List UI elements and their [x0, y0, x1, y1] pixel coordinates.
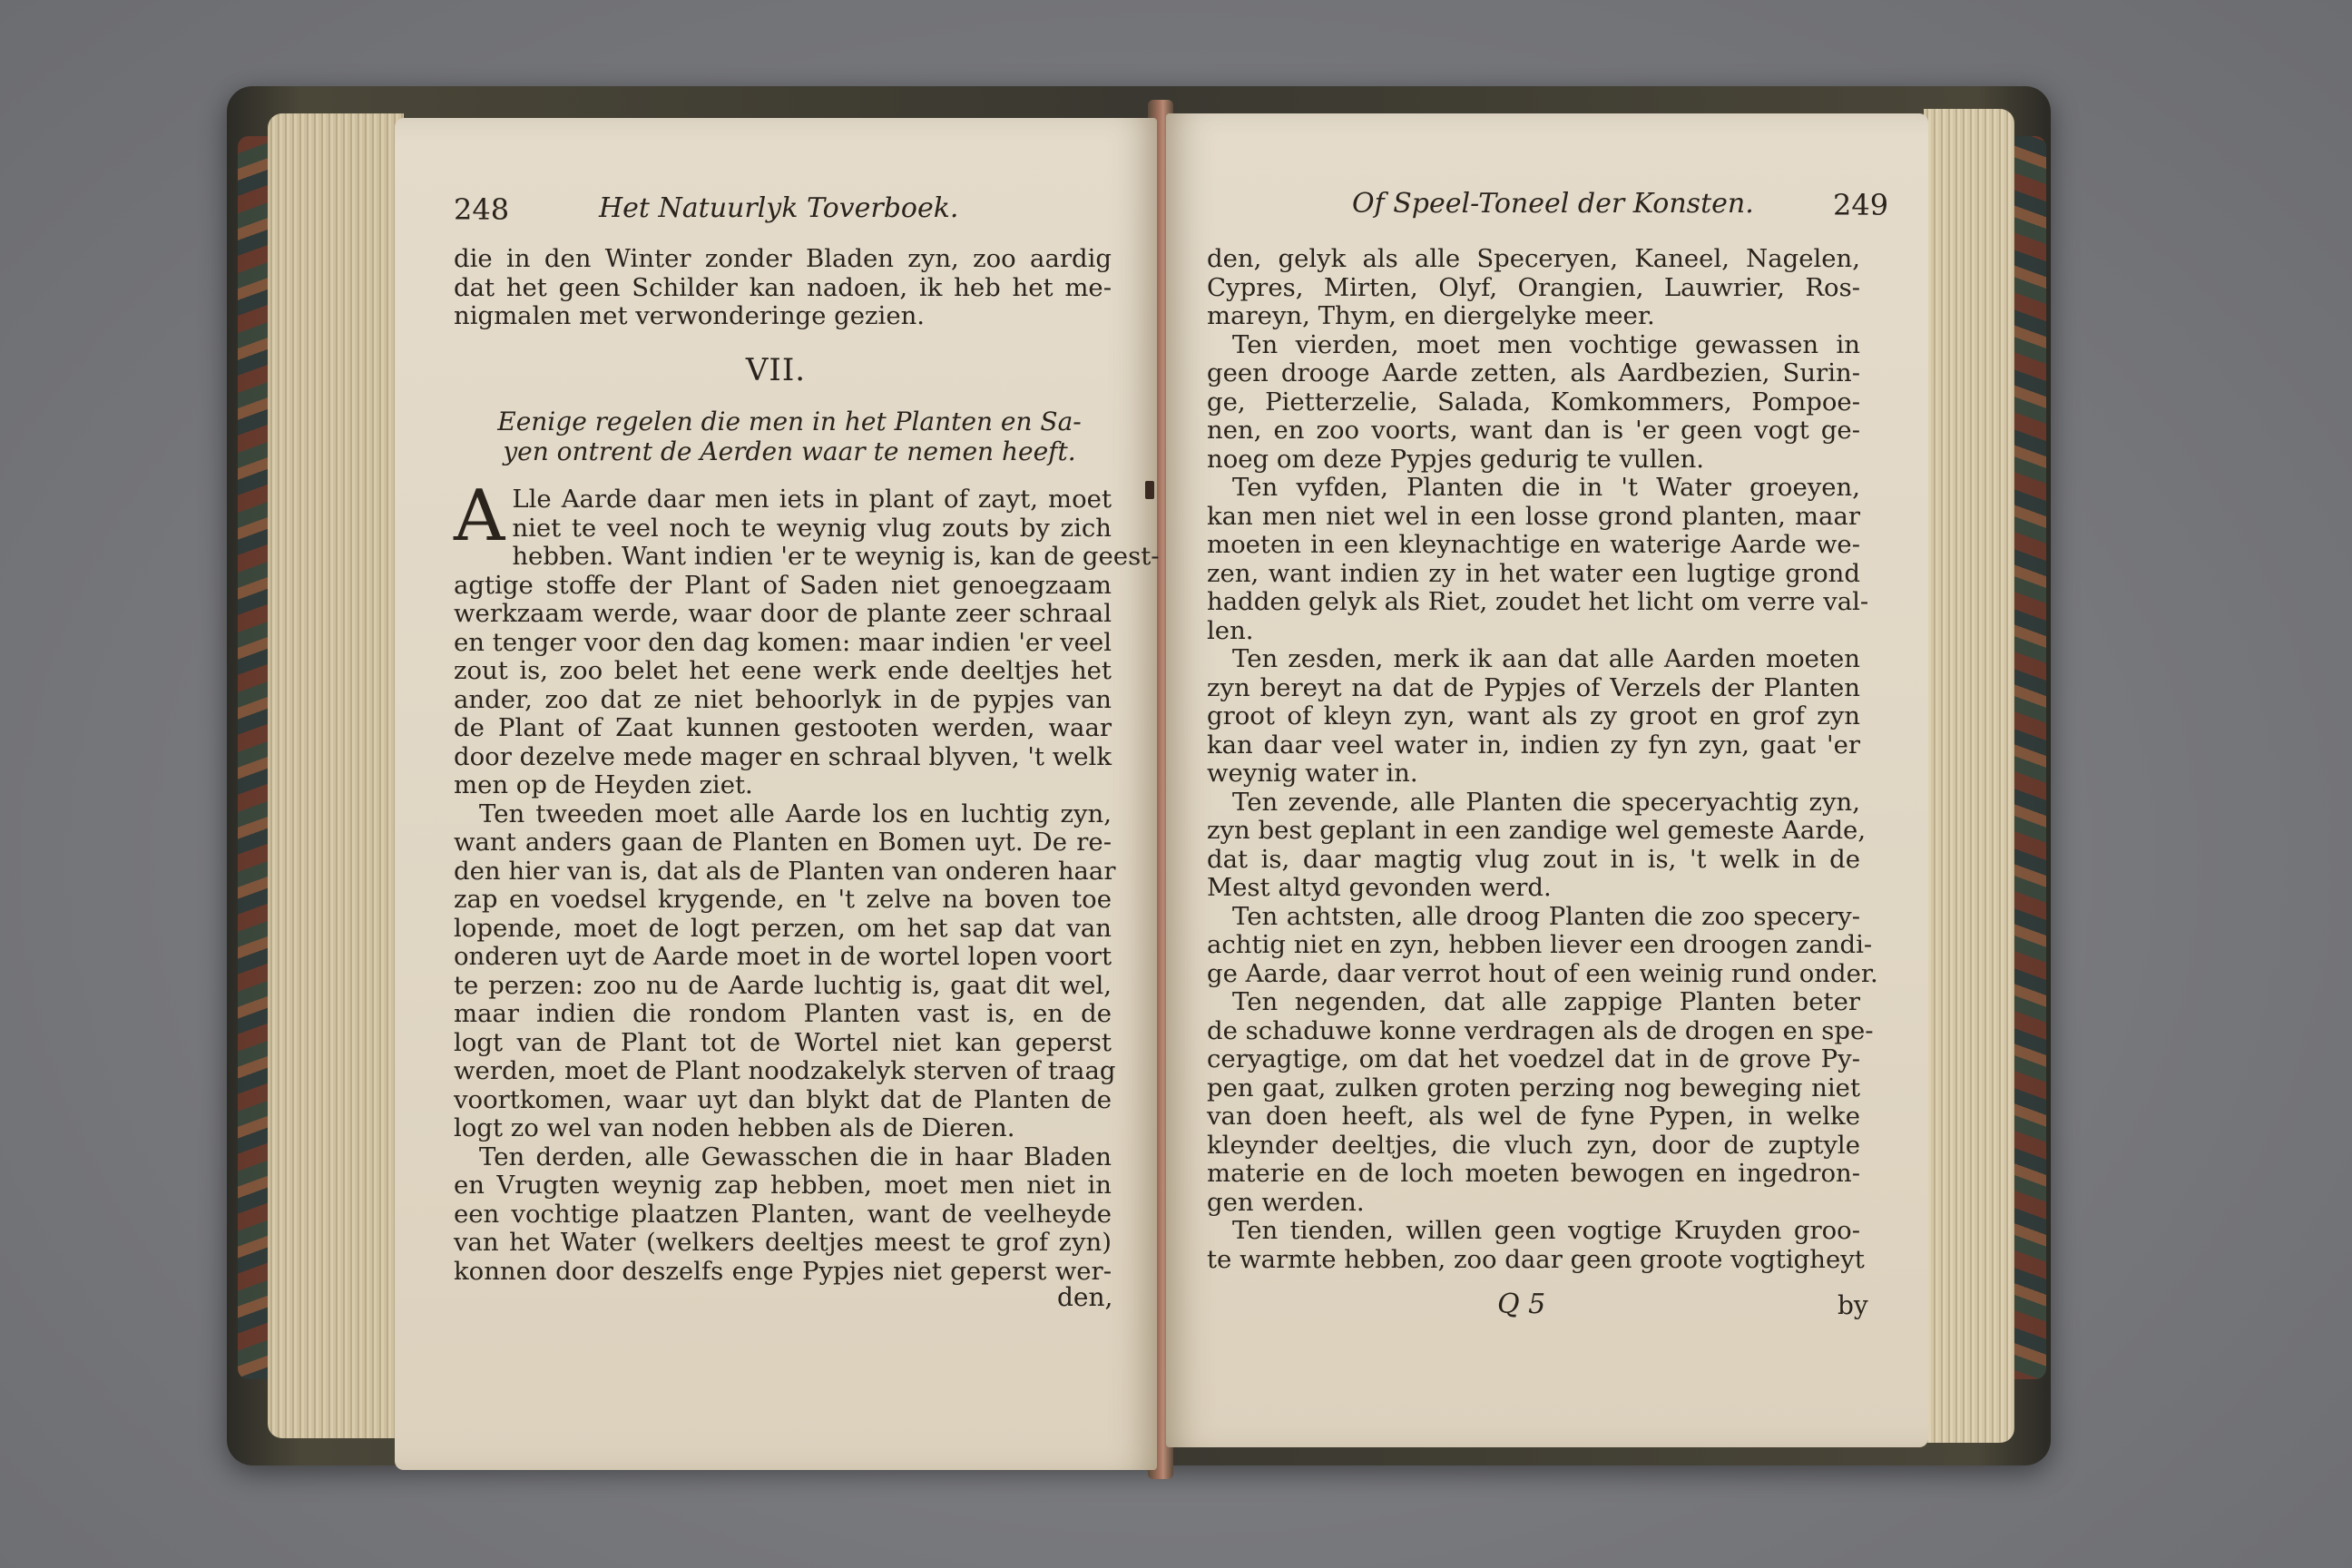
running-title: Het Natuurlyk Toverboek.: [599, 192, 959, 224]
text-line: van het Water (welkers deeltjes meest te grof zyn): [454, 1228, 1112, 1257]
text-line: nen, en zoo voorts, want dan is 'er geen vogt ge-: [1207, 416, 1860, 445]
text-line: Ten tweeden moet alle Aarde los en luchtig zyn,: [479, 799, 1112, 828]
text-line: geen drooge Aarde zetten, als Aardbezien, Surin-: [1207, 358, 1860, 387]
section-number: VII.: [745, 352, 807, 388]
text-line: Ten vyfden, Planten die in 't Water groeyen,: [1232, 473, 1860, 502]
text-line: Ten derden, alle Gewasschen die in haar Bladen: [479, 1142, 1112, 1171]
text-line: te warmte hebben, zoo daar geen groote vogtigheyt: [1207, 1244, 1865, 1274]
text-line: len.: [1207, 615, 1254, 645]
text-line: de schaduwe konne verdragen als de drogen en spe-: [1207, 1015, 1874, 1045]
right-page: [1166, 113, 1928, 1447]
opening-lines: [454, 245, 1112, 331]
text-line: moeten in een kleynachtige en waterige Aarde we-: [1207, 530, 1860, 559]
text-line: gen werden.: [1207, 1187, 1365, 1217]
page-number: 249: [1833, 188, 1889, 222]
right-page-body: [1207, 244, 1878, 1274]
text-line: Ten negenden, dat alle zappige Planten beter: [1232, 987, 1860, 1016]
catchword: by: [1838, 1290, 1868, 1320]
text-line: zyn best geplant in een zandige wel gemeste Aarde,: [1207, 816, 1867, 845]
text-line: logt zo wel van noden hebben als de Dieren.: [454, 1113, 1015, 1142]
text-line: een vochtige plaatzen Planten, want de veelheyde: [454, 1199, 1112, 1229]
text-line: Mest altyd gevonden werd.: [1207, 873, 1552, 902]
text-line: kan men niet wel in een losse grond planten, maar: [1207, 501, 1860, 531]
text-line: ge, Pietterzelie, Salada, Komkommers, Pompoe-: [1207, 387, 1860, 416]
text-line: Lle Aarde daar men iets in plant of zayt, moet: [512, 485, 1112, 514]
page-number: 248: [454, 192, 510, 227]
section-title-line: yen ontrent de Aerden waar te nemen heeft.: [503, 436, 1076, 466]
text-line: achtig niet en zyn, hebben liever een droogen zandi-: [1207, 930, 1873, 959]
text-line: Ten zevende, alle Planten die speceryachtig zyn,: [1232, 787, 1860, 817]
text-line: hebben. Want indien 'er te weynig is, kan de geest-: [512, 542, 1160, 571]
text-line: voortkomen, waar uyt dan blykt dat de Planten de: [454, 1084, 1112, 1114]
text-line: kleynder deeltjes, die vluch zyn, door de zuptyle: [1207, 1130, 1860, 1160]
running-title: Of Speel-Toneel der Konsten.: [1352, 188, 1754, 220]
text-line: noeg om deze Pypjes gedurig te vullen.: [1207, 444, 1705, 474]
spine-thread: [1145, 481, 1154, 499]
text-line: pen gaat, zulken groten perzing nog beweging niet: [1207, 1073, 1860, 1102]
text-line: de Plant of Zaat kunnen gestooten werden, waar: [454, 713, 1112, 742]
text-line: dat het geen Schilder kan nadoen, ik heb het me-: [454, 272, 1112, 302]
text-line: lopende, moet de logt perzen, om het sap dat van: [454, 913, 1112, 943]
section-title: [481, 407, 1098, 466]
text-line: weynig water in.: [1207, 759, 1418, 788]
text-line: Ten zesden, merk ik aan dat alle Aarden moeten: [1232, 644, 1860, 673]
text-line: den, gelyk als alle Speceryen, Kaneel, Nagelen,: [1207, 244, 1860, 273]
text-line: groot of kleyn zyn, want als zy groot en grof zyn: [1207, 701, 1860, 730]
text-line: die in den Winter zonder Bladen zyn, zoo aardig: [454, 244, 1112, 273]
page-edges-left: [268, 113, 404, 1438]
text-line: materie en de loch moeten bewogen en ingedron-: [1207, 1159, 1860, 1188]
text-line: logt van de Plant tot de Wortel niet kan geperst: [454, 1027, 1112, 1057]
text-line: ge Aarde, daar verrot hout of een weinig rund onder.: [1207, 958, 1878, 988]
text-line: werden, moet de Plant noodzakelyk sterven of traag: [454, 1056, 1116, 1085]
text-line: mareyn, Thym, en diergelyke meer.: [1207, 301, 1655, 330]
text-line: onderen uyt de Aarde moet in de wortel lopen voort: [454, 942, 1112, 971]
text-line: zout is, zoo belet het eene werk ende deeltjes het: [454, 656, 1112, 685]
text-line: agtige stoffe der Plant of Saden niet genoegzaam: [454, 570, 1112, 600]
text-line: werkzaam werde, waar door de plante zeer schraal: [454, 599, 1112, 628]
text-line: hadden gelyk als Riet, zoudet het licht om verre val-: [1207, 587, 1869, 616]
text-line: konnen door deszelfs enge Pypjes niet geperst wer-: [454, 1256, 1112, 1286]
drop-cap: A: [454, 475, 505, 557]
text-line: zen, want indien zy in het water een lugtige grond: [1207, 558, 1860, 588]
text-line: men op de Heyden ziet.: [454, 770, 753, 799]
text-line: Ten vierden, moet men vochtige gewassen in: [1232, 329, 1860, 359]
left-page: [395, 118, 1160, 1470]
text-line: van doen heeft, als wel de fyne Pypen, in welke: [1207, 1102, 1860, 1131]
text-line: nigmalen met verwonderinge gezien.: [454, 301, 926, 330]
text-line: maar indien die rondom Planten vast is, en de: [454, 999, 1112, 1028]
text-line: door dezelve mede mager en schraal blyven, 't welk: [454, 741, 1112, 771]
text-line: Ten achtsten, alle droog Planten die zoo specery-: [1232, 901, 1860, 931]
text-line: want anders gaan de Planten en Bomen uyt. De re-: [454, 828, 1112, 857]
paragraph-first: [454, 475, 1160, 1286]
text-line: Cypres, Mirten, Olyf, Orangien, Lauwrier, Ros-: [1207, 272, 1860, 302]
catchword: den,: [1057, 1282, 1113, 1312]
text-line: ceryagtige, om dat het voedzel dat in de grove Py-: [1207, 1044, 1860, 1073]
text-line: dat is, daar magtig vlug zout in is, 't welk in de: [1207, 844, 1860, 874]
text-line: ander, zoo dat ze niet behoorlyk in de pypjes van: [454, 684, 1112, 714]
text-line: en tenger voor den dag komen: maar indien 'er veel: [454, 627, 1112, 657]
text-line: zap en voedsel krygende, en 't zelve na boven toe: [454, 885, 1112, 914]
signature-mark: Q 5: [1497, 1289, 1546, 1320]
page-edges-right: [1924, 109, 2014, 1443]
text-line: zyn bereyt na dat de Pypjes of Verzels der Planten: [1207, 672, 1860, 702]
text-line: niet te veel noch te weynig vlug zouts by zich: [512, 513, 1112, 543]
text-line: en Vrugten weynig zap hebben, moet men niet in: [454, 1171, 1112, 1200]
text-line: Ten tienden, willen geen vogtige Kruyden groo-: [1232, 1216, 1860, 1245]
text-line: te perzen: zoo nu de Aarde luchtig is, gaat dit wel,: [454, 970, 1112, 1000]
section-title-line: Eenige regelen die men in het Planten en Sa-: [497, 407, 1082, 436]
text-line: kan daar veel water in, indien zy fyn zyn, gaat 'er: [1207, 730, 1860, 760]
text-line: den hier van is, dat als de Planten van onderen haar: [454, 856, 1116, 886]
